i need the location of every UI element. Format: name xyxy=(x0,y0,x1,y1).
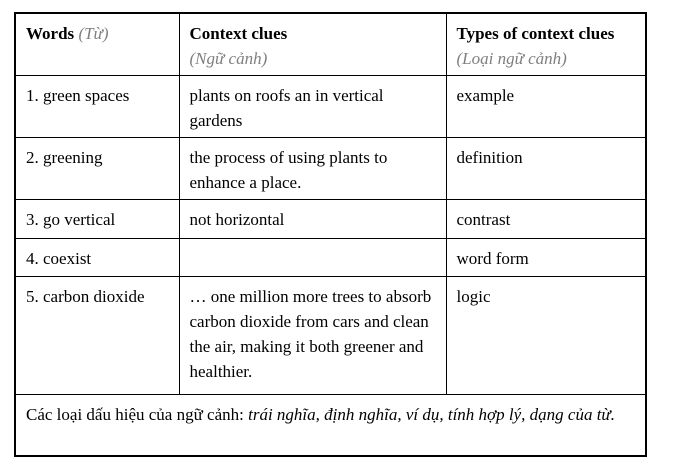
clue-cell: … one million more trees to absorb carbon dioxide from cars and clean the air, making it both greener and healthier. xyxy=(179,277,446,395)
type-cell: contrast xyxy=(446,200,646,239)
type-cell: example xyxy=(446,76,646,138)
header-clues-label: Context clues xyxy=(189,24,288,43)
header-words-sub: (Từ) xyxy=(78,24,109,43)
type-cell: logic xyxy=(446,277,646,395)
header-cell-types xyxy=(446,13,646,76)
header-cell-clues xyxy=(179,13,446,76)
table-row xyxy=(15,200,646,239)
word-cell: 4. coexist xyxy=(15,239,179,277)
footer-note-normal: Các loại dấu hiệu của ngữ cảnh: xyxy=(26,405,249,424)
header-row xyxy=(15,13,646,76)
header-words-label: Words xyxy=(26,24,75,43)
clue-cell-empty xyxy=(179,239,446,277)
word-cell: 5. carbon dioxide xyxy=(15,277,179,395)
header-types-label: Types of context clues xyxy=(456,24,615,43)
header-clues-sub: (Ngữ cảnh) xyxy=(189,49,268,68)
footer-note-italic: trái nghĩa, định nghĩa, ví dụ, tính hợp lý, dạng của từ. xyxy=(248,405,615,424)
header-types-sub: (Loại ngữ cảnh) xyxy=(456,49,567,68)
word-cell: 2. greening xyxy=(15,138,179,200)
word-cell: 1. green spaces xyxy=(15,76,179,138)
word-cell: 3. go vertical xyxy=(15,200,179,239)
table-row xyxy=(15,277,646,395)
clue-cell: not horizontal xyxy=(179,200,446,239)
clue-cell: the process of using plants to enhance a place. xyxy=(179,138,446,200)
footer-note-cell xyxy=(15,395,646,456)
footer-row xyxy=(15,395,646,456)
header-cell-words xyxy=(15,13,179,76)
table-row xyxy=(15,138,646,200)
type-cell: definition xyxy=(446,138,646,200)
context-clues-table xyxy=(14,12,647,457)
table-row xyxy=(15,239,646,277)
table-row xyxy=(15,76,646,138)
type-cell: word form xyxy=(446,239,646,277)
clue-cell: plants on roofs an in vertical gardens xyxy=(179,76,446,138)
